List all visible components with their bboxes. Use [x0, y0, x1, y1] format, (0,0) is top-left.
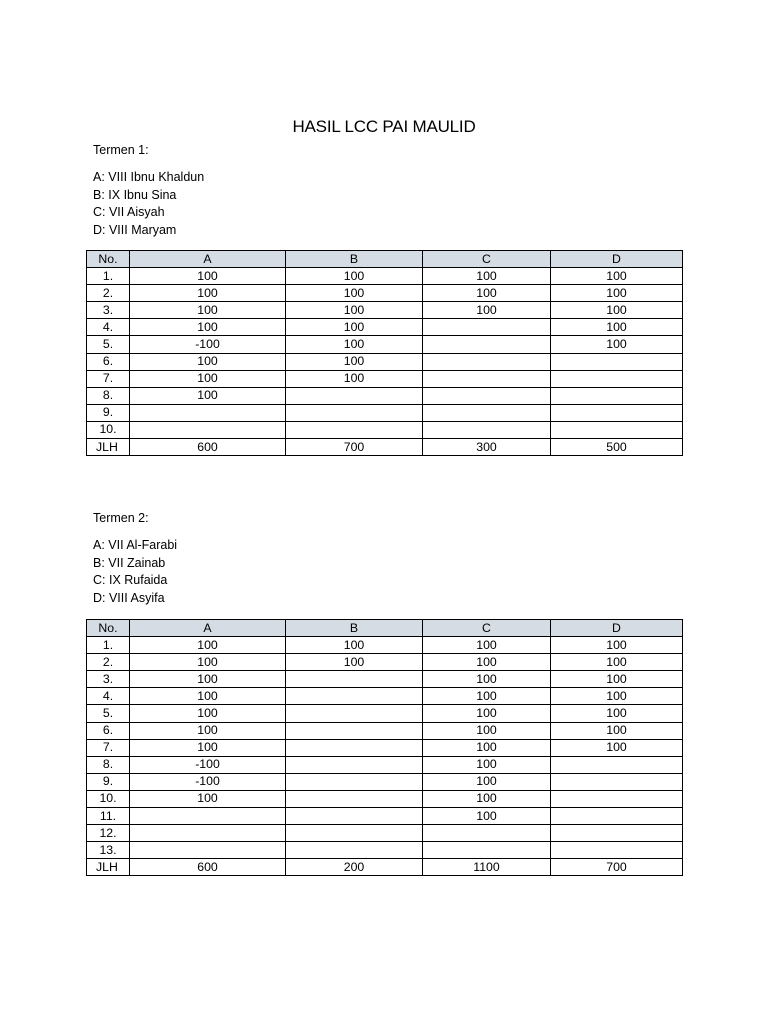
score-cell-no: 6. [87, 353, 130, 370]
total-cell-c: 1100 [423, 859, 551, 876]
score-cell-a: 100 [130, 387, 286, 404]
score-cell-no: 7. [87, 739, 130, 756]
header-b: B [286, 620, 423, 637]
header-a: A [130, 620, 286, 637]
header-d: D [551, 620, 683, 637]
table-row [87, 688, 683, 705]
score-cell-c: 100 [423, 688, 551, 705]
score-cell-d [551, 370, 683, 387]
termen2-team-b: B: VII Zainab [93, 555, 166, 570]
score-cell-c: 100 [423, 302, 551, 319]
score-cell-c: 100 [423, 756, 551, 773]
score-cell-no: 3. [87, 671, 130, 688]
total-row [87, 859, 683, 876]
score-cell-a: 100 [130, 790, 286, 807]
total-cell-b: 700 [286, 439, 423, 456]
score-cell-c [423, 319, 551, 336]
score-cell-c [423, 370, 551, 387]
score-cell-c [423, 387, 551, 404]
score-cell-b [286, 705, 423, 722]
score-cell-b: 100 [286, 336, 423, 353]
table-header-row [87, 251, 683, 268]
score-cell-c: 100 [423, 654, 551, 671]
score-cell-no: 11. [87, 808, 130, 825]
score-cell-b [286, 421, 423, 438]
score-cell-a: 100 [130, 268, 286, 285]
page-title: HASIL LCC PAI MAULID [292, 117, 476, 136]
score-cell-b: 100 [286, 319, 423, 336]
score-cell-a: 100 [130, 302, 286, 319]
table-row [87, 370, 683, 387]
score-cell-a: -100 [130, 336, 286, 353]
header-c: C [423, 251, 551, 268]
table-row [87, 404, 683, 421]
table-row [87, 387, 683, 404]
score-cell-b: 100 [286, 370, 423, 387]
termen1-title: Termen 1: [93, 143, 149, 157]
score-cell-no: 12. [87, 825, 130, 842]
score-cell-c [423, 421, 551, 438]
termen2-table-body [87, 637, 683, 876]
score-cell-d [551, 404, 683, 421]
score-cell-a: 100 [130, 654, 286, 671]
score-cell-a: 100 [130, 637, 286, 654]
score-cell-a [130, 421, 286, 438]
score-cell-c [423, 825, 551, 842]
header-no: No. [87, 251, 130, 268]
score-cell-d [551, 790, 683, 807]
table-row [87, 353, 683, 370]
score-cell-a: 100 [130, 319, 286, 336]
termen1-team-c: C: VII Aisyah [93, 205, 165, 220]
termen1-team-d: D: VIII Maryam [93, 223, 177, 238]
score-cell-c: 100 [423, 739, 551, 756]
score-cell-c: 100 [423, 705, 551, 722]
header-d: D [551, 251, 683, 268]
score-cell-b [286, 688, 423, 705]
score-cell-c: 100 [423, 285, 551, 302]
score-cell-no: 8. [87, 387, 130, 404]
score-cell-c: 100 [423, 790, 551, 807]
score-cell-a [130, 808, 286, 825]
score-cell-c: 100 [423, 637, 551, 654]
table-row [87, 637, 683, 654]
score-cell-no: 4. [87, 319, 130, 336]
score-cell-a [130, 842, 286, 859]
score-cell-b: 100 [286, 637, 423, 654]
table-row [87, 654, 683, 671]
score-cell-no: 5. [87, 705, 130, 722]
total-row [87, 439, 683, 456]
termen1-table-body [87, 268, 683, 456]
score-cell-d: 100 [551, 637, 683, 654]
score-cell-b [286, 842, 423, 859]
score-cell-no: 5. [87, 336, 130, 353]
score-cell-d: 100 [551, 654, 683, 671]
score-cell-no: 10. [87, 421, 130, 438]
score-cell-b: 100 [286, 302, 423, 319]
score-cell-a: 100 [130, 370, 286, 387]
score-cell-d [551, 808, 683, 825]
score-cell-d [551, 773, 683, 790]
score-cell-d [551, 387, 683, 404]
header-a: A [130, 251, 286, 268]
total-cell-b: 200 [286, 859, 423, 876]
score-cell-c [423, 336, 551, 353]
termen1-score-table [86, 250, 683, 456]
termen2-team-d: D: VIII Asyifa [93, 591, 165, 606]
total-cell-a: 600 [130, 439, 286, 456]
termen2-title: Termen 2: [93, 511, 149, 525]
score-cell-d [551, 825, 683, 842]
score-cell-no: 7. [87, 370, 130, 387]
score-cell-c [423, 353, 551, 370]
score-cell-b [286, 756, 423, 773]
score-cell-d: 100 [551, 688, 683, 705]
score-cell-b: 100 [286, 268, 423, 285]
score-cell-no: 13. [87, 842, 130, 859]
score-cell-a: 100 [130, 353, 286, 370]
score-cell-c: 100 [423, 722, 551, 739]
table-row [87, 268, 683, 285]
score-cell-d [551, 842, 683, 859]
score-cell-d: 100 [551, 268, 683, 285]
score-cell-no: 2. [87, 654, 130, 671]
total-cell-c: 300 [423, 439, 551, 456]
table-row [87, 302, 683, 319]
score-cell-c: 100 [423, 671, 551, 688]
table-row [87, 336, 683, 353]
table-row [87, 705, 683, 722]
score-cell-a: 100 [130, 722, 286, 739]
score-cell-c: 100 [423, 773, 551, 790]
total-cell-d: 500 [551, 439, 683, 456]
score-cell-b [286, 825, 423, 842]
score-cell-d: 100 [551, 285, 683, 302]
score-cell-b [286, 790, 423, 807]
table-row [87, 842, 683, 859]
table-row [87, 825, 683, 842]
termen2-section [93, 509, 177, 608]
table-row [87, 421, 683, 438]
score-cell-b: 100 [286, 654, 423, 671]
termen2-team-c: C: IX Rufaida [93, 573, 168, 588]
score-cell-b: 100 [286, 353, 423, 370]
score-cell-no: 4. [87, 688, 130, 705]
score-cell-d: 100 [551, 336, 683, 353]
score-cell-no: 1. [87, 268, 130, 285]
score-cell-b [286, 722, 423, 739]
score-cell-d: 100 [551, 319, 683, 336]
score-cell-a: 100 [130, 739, 286, 756]
total-cell-no: JLH [87, 859, 130, 876]
score-cell-c [423, 404, 551, 421]
termen2-score-table [86, 619, 683, 876]
score-cell-b: 100 [286, 285, 423, 302]
score-cell-d [551, 353, 683, 370]
score-cell-a: 100 [130, 705, 286, 722]
score-cell-c: 100 [423, 268, 551, 285]
score-cell-no: 2. [87, 285, 130, 302]
total-cell-no: JLH [87, 439, 130, 456]
table-header-row [87, 620, 683, 637]
score-cell-a [130, 825, 286, 842]
score-cell-d: 100 [551, 705, 683, 722]
header-b: B [286, 251, 423, 268]
termen2-team-a: A: VII Al-Farabi [93, 538, 178, 552]
score-cell-b [286, 404, 423, 421]
score-cell-no: 10. [87, 790, 130, 807]
score-cell-a: 100 [130, 285, 286, 302]
termen1-team-a: A: VIII Ibnu Khaldun [93, 170, 205, 184]
score-cell-b [286, 808, 423, 825]
termen1-team-list [93, 169, 204, 240]
score-cell-b [286, 773, 423, 790]
table-row [87, 739, 683, 756]
score-cell-no: 3. [87, 302, 130, 319]
table-row [87, 285, 683, 302]
table-row [87, 319, 683, 336]
score-cell-no: 9. [87, 404, 130, 421]
score-cell-a: 100 [130, 688, 286, 705]
score-cell-no: 9. [87, 773, 130, 790]
total-cell-d: 700 [551, 859, 683, 876]
termen1-team-b: B: IX Ibnu Sina [93, 187, 177, 202]
score-cell-d: 100 [551, 671, 683, 688]
score-cell-c [423, 842, 551, 859]
score-cell-d [551, 421, 683, 438]
score-cell-b [286, 387, 423, 404]
score-cell-no: 8. [87, 756, 130, 773]
header-no: No. [87, 620, 130, 637]
score-cell-a: -100 [130, 773, 286, 790]
score-cell-no: 6. [87, 722, 130, 739]
score-cell-b [286, 739, 423, 756]
table-row [87, 790, 683, 807]
table-row [87, 671, 683, 688]
table-row [87, 756, 683, 773]
total-cell-a: 600 [130, 859, 286, 876]
score-cell-a: -100 [130, 756, 286, 773]
table-row [87, 808, 683, 825]
table-row [87, 722, 683, 739]
termen2-team-list [93, 537, 177, 608]
score-cell-c: 100 [423, 808, 551, 825]
score-cell-d: 100 [551, 739, 683, 756]
score-cell-a: 100 [130, 671, 286, 688]
score-cell-d [551, 756, 683, 773]
score-cell-no: 1. [87, 637, 130, 654]
score-cell-a [130, 404, 286, 421]
table-row [87, 773, 683, 790]
score-cell-d: 100 [551, 302, 683, 319]
header-c: C [423, 620, 551, 637]
score-cell-d: 100 [551, 722, 683, 739]
score-cell-b [286, 671, 423, 688]
termen1-section [93, 141, 204, 240]
